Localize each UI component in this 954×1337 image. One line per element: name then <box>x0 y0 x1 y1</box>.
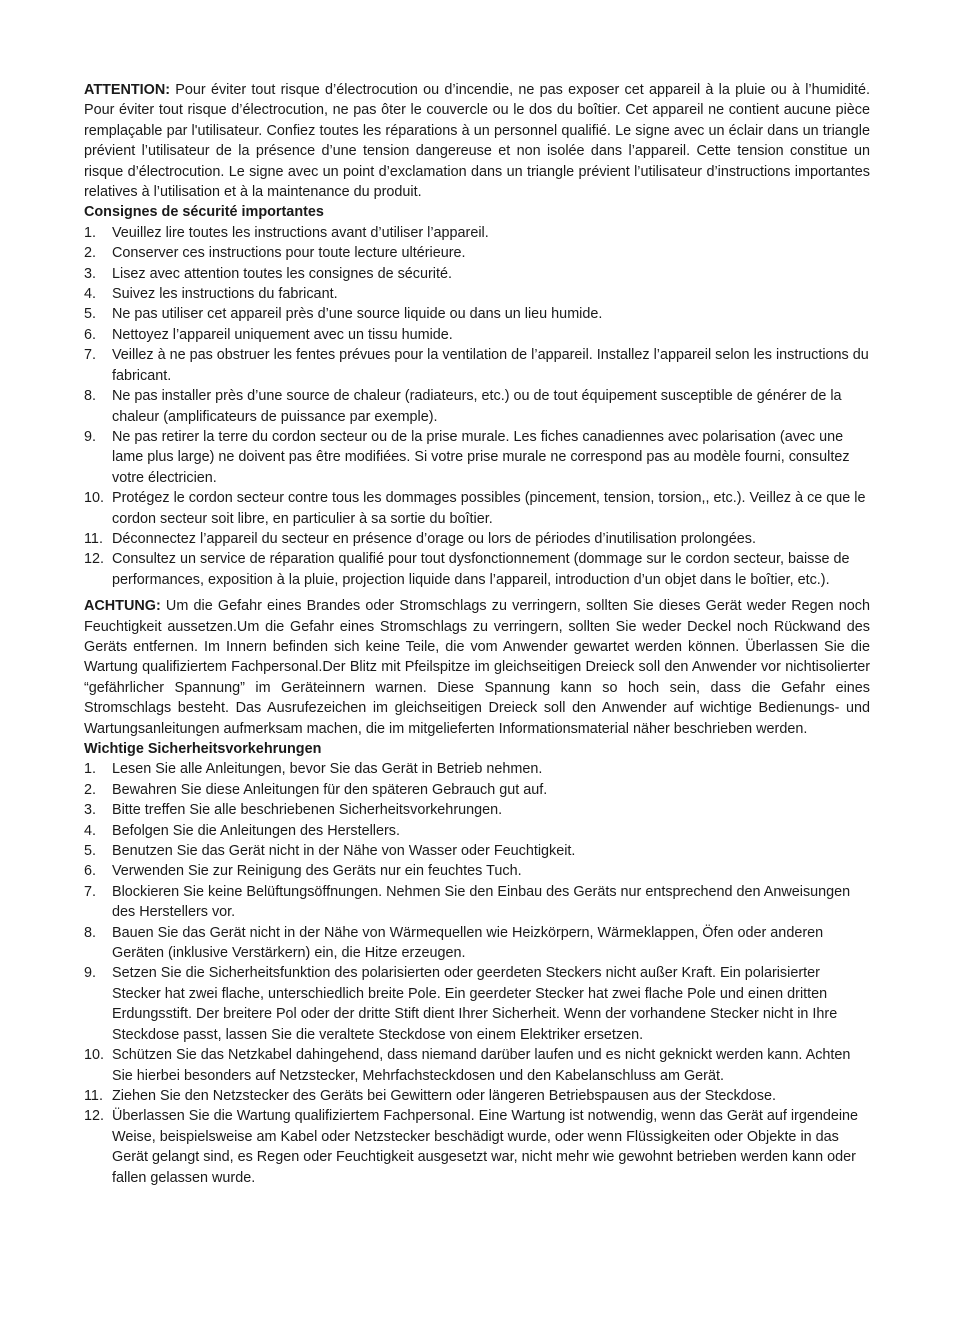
list-item-text: Blockieren Sie keine Belüftungsöffnungen. Nehmen Sie den Einbau des Geräts nur entsprechend den Anweisungen des Herstellers vor. <box>112 883 851 921</box>
list-item-text: Lesen Sie alle Anleitungen, bevor Sie das Gerät in Betrieb nehmen. <box>112 761 543 778</box>
list-item-text: Verwenden Sie zur Reinigung des Geräts nur ein feuchtes Tuch. <box>112 863 522 880</box>
warning-body-de: Um die Gefahr eines Brandes oder Stromschlags zu verringern, sollten Sie dieses Gerät weder Regen noch Feuchtigkeit aussetzen.Um die Gefahr eines Stromschlags zu verringern, sollten Sie weder Deckel noch Rückwand des Geräts entfernen. Im Innern befinden sich keine Teile, die vom Anwender gewartet werden können. Überlassen Sie die Wartung qualifiziertem Fachpersonal.Der Blitz mit Pfeilspitze im gleichseitigen Dreieck soll den Anwender vor nichtisolierter “gefährlicher Spannung” im Geräteinnern warnen. Diese Spannung kann so hoch sein, dass die Gefahr eines Stromschlags besteht. Das Ausrufezeichen im gleichseitigen Dreieck soll den Anwender auf wichtige Bedienungs- und Wartungsanleitungen aufmerksam machen, die im mitgelieferten Informationsmaterial näher beschrieben werden. <box>84 598 870 737</box>
warning-lead-fr: ATTENTION: <box>84 82 171 98</box>
list-item-number: 7. <box>84 347 97 364</box>
list-item-number: 10. <box>84 1047 105 1064</box>
list-item <box>84 529 870 549</box>
list-item-number: 7. <box>84 883 97 900</box>
list-item <box>84 243 870 263</box>
list-item-text: Befolgen Sie die Anleitungen des Herstellers. <box>112 822 400 839</box>
list-item <box>84 1086 870 1106</box>
list-item-number: 9. <box>84 965 97 982</box>
list-item-number: 6. <box>84 863 97 880</box>
list-item-text: Consultez un service de réparation qualifié pour tout dysfonctionnement (dommage sur le cordon secteur, baisse de performances, exposition à la pluie, projection liquide dans l’appareil, introduction d’un objet dans le boîtier, etc.). <box>112 551 850 588</box>
list-item-number: 9. <box>84 428 97 445</box>
list-item-text: Conserver ces instructions pour toute lecture ultérieure. <box>112 245 466 262</box>
list-item-number: 11. <box>84 530 103 547</box>
list-item-text: Bauen Sie das Gerät nicht in der Nähe von Wärmequellen wie Heizkörpern, Wärmeklappen, Öfen oder anderen Geräten (inklusive Verstärkern) ein, die Hitze erzeugen. <box>112 924 824 962</box>
list-item-text: Benutzen Sie das Gerät nicht in der Nähe von Wasser oder Feuchtigkeit. <box>112 843 576 860</box>
list-item <box>84 1045 870 1086</box>
list-item-number: 2. <box>84 781 97 798</box>
list-item <box>84 759 870 779</box>
list-item-number: 10. <box>84 490 105 507</box>
list-item <box>84 345 870 386</box>
list-item-text: Protégez le cordon secteur contre tous les dommages possibles (pincement, tension, torsion,, etc.). Veillez à ce que le cordon secteur soit libre, en particulier à sa sortie du boîtier. <box>112 490 866 527</box>
warning-body-fr: Pour éviter tout risque d’électrocution ou d’incendie, ne pas exposer cet appareil à la pluie ou à l’humidité. Pour éviter tout risque d’électrocution, ne pas ôter le couvercle ou le dos du boîtier. Cet appareil ne contient aucune pièce remplaçable par l'utilisateur. Confiez toutes les réparations à un personnel qualifié. Le signe avec un éclair dans un triangle prévient l’utilisateur de la présence d’une tension dangereuse et non isolée dans l’appareil. Cette tension constitue un risque d’électrocution. Le signe avec un point d’exclamation dans un triangle prévient l’utilisateur d’instructions importantes relatives à l’utilisation et à la maintenance du produit. <box>84 82 870 201</box>
list-item-text: Nettoyez l’appareil uniquement avec un tissu humide. <box>112 326 453 343</box>
list-item <box>84 549 870 590</box>
list-item <box>84 1106 870 1188</box>
list-item <box>84 841 870 861</box>
list-item-number: 12. <box>84 551 105 568</box>
warning-paragraph-fr <box>84 80 870 202</box>
list-item-text: Bewahren Sie diese Anleitungen für den späteren Gebrauch gut auf. <box>112 781 548 798</box>
list-item-number: 1. <box>84 761 97 778</box>
section-french <box>84 80 870 590</box>
document-page <box>84 80 870 1188</box>
list-item <box>84 325 870 345</box>
list-item <box>84 386 870 427</box>
list-item-text: Ne pas installer près d’une source de chaleur (radiateurs, etc.) ou de tout équipement susceptible de générer de la chaleur (amplificateurs de puissance par exemple). <box>112 388 842 425</box>
list-item-number: 5. <box>84 843 97 860</box>
instructions-list-de <box>84 759 870 1188</box>
list-item <box>84 882 870 923</box>
list-item <box>84 861 870 881</box>
list-item-number: 3. <box>84 802 97 819</box>
list-item-text: Suivez les instructions du fabricant. <box>112 286 338 303</box>
list-item <box>84 800 870 820</box>
list-item-number: 4. <box>84 822 97 839</box>
list-item-text: Ziehen Sie den Netzstecker des Geräts bei Gewittern oder längeren Betriebspausen aus der Steckdose. <box>112 1087 776 1104</box>
list-item <box>84 780 870 800</box>
list-item <box>84 963 870 1045</box>
list-item <box>84 264 870 284</box>
list-item-text: Veillez à ne pas obstruer les fentes prévues pour la ventilation de l’appareil. Installez l’appareil selon les instructions du fabricant. <box>112 347 869 384</box>
list-item-text: Überlassen Sie die Wartung qualifiziertem Fachpersonal. Eine Wartung ist notwendig, wenn das Gerät auf irgendeine Weise, beispielsweise am Kabel oder Netzstecker beschädigt wurde, oder wenn Flüssigkeiten oder Objekte in das Gerät gelangt sind, es Regen oder Feuchtigkeit ausgesetzt war, nicht mehr wie gewohnt betrieben werden kann oder fallen gelassen wurde. <box>112 1108 859 1186</box>
list-item-text: Veuillez lire toutes les instructions avant d’utiliser l’appareil. <box>112 224 489 241</box>
warning-lead-de: ACHTUNG: <box>84 598 161 615</box>
section-heading-de: Wichtige Sicherheitsvorkehrungen <box>84 741 322 757</box>
list-item-number: 8. <box>84 388 97 405</box>
list-item-text: Bitte treffen Sie alle beschriebenen Sicherheitsvorkehrungen. <box>112 802 503 819</box>
list-item <box>84 304 870 324</box>
list-item-text: Schützen Sie das Netzkabel dahingehend, dass niemand darüber laufen und es nicht geknickt werden kann. Achten Sie hierbei besonders auf Netzstecker, Mehrfachsteckdosen und den Kabelanschluss am Gerät. <box>112 1047 851 1084</box>
list-item-number: 6. <box>84 326 97 343</box>
list-item <box>84 923 870 964</box>
list-item-text: Setzen Sie die Sicherheitsfunktion des polarisierten oder geerdeten Steckers nicht außer Kraft. Ein polarisierter Stecker hat zwei flache, unterschiedlich breite Pole. Ein geerdeter Stecker hat zwei flache Pole und einen dritten Erdungsstift. Der breitere Pol oder der dritte Stift dient Ihrer Sicherheit. Wenn der vorhandene Stecker nicht in Ihre Steckdose passt, lassen Sie die veraltete Steckdose von einem Elektriker ersetzen. <box>112 965 838 1043</box>
list-item <box>84 821 870 841</box>
list-item-number: 1. <box>84 224 97 241</box>
list-item <box>84 427 870 488</box>
list-item-number: 11. <box>84 1087 103 1104</box>
section-german <box>84 596 870 1188</box>
list-item-number: 4. <box>84 286 97 303</box>
list-item-text: Déconnectez l’appareil du secteur en présence d’orage ou lors de périodes d’inutilisation prolongées. <box>112 530 756 547</box>
section-heading-fr: Consignes de sécurité importantes <box>84 204 324 221</box>
warning-paragraph-de <box>84 596 870 739</box>
list-item-text: Lisez avec attention toutes les consignes de sécurité. <box>112 265 452 282</box>
list-item-text: Ne pas retirer la terre du cordon secteur ou de la prise murale. Les fiches canadiennes avec polarisation (avec une lame plus large) ne doivent pas être modifiées. Si votre prise murale ne correspond pas au modèle fourni, consultez votre électricien. <box>112 428 850 486</box>
list-item <box>84 488 870 529</box>
instructions-list-fr <box>84 223 870 590</box>
list-item <box>84 284 870 304</box>
list-item-number: 2. <box>84 245 97 262</box>
list-item-text: Ne pas utiliser cet appareil près d’une source liquide ou dans un lieu humide. <box>112 306 603 323</box>
list-item-number: 8. <box>84 924 97 941</box>
list-item <box>84 223 870 243</box>
list-item-number: 3. <box>84 265 97 282</box>
list-item-number: 5. <box>84 306 97 323</box>
list-item-number: 12. <box>84 1108 105 1125</box>
